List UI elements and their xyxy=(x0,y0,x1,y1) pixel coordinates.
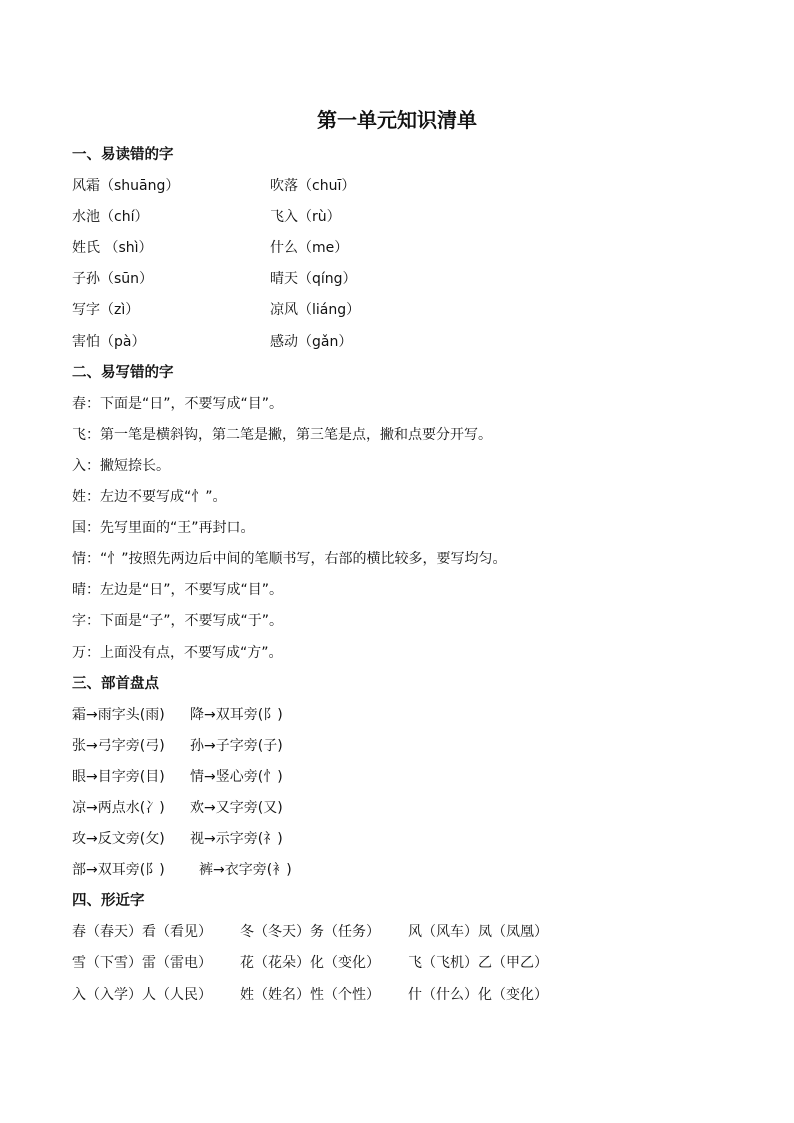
radical-entry: 眼→目字旁(目) xyxy=(72,768,165,785)
radical-entry: 孙→子字旁(子) xyxy=(190,737,283,754)
list-item xyxy=(72,948,752,979)
word-pinyin: 晴天（qíng） xyxy=(270,271,357,288)
list-item xyxy=(72,917,752,948)
similar-char-pair: 入（入学）人（人民） xyxy=(72,986,212,1003)
word-pinyin: 害怕（pà） xyxy=(72,333,146,350)
radical-entry: 裤→衣字旁(衤) xyxy=(199,862,292,879)
list-item xyxy=(72,700,752,731)
list-item xyxy=(72,233,752,264)
list-item: 入：撇短捺长。 xyxy=(72,457,170,474)
similar-char-pair: 雪（下雪）雷（雷电） xyxy=(72,955,212,972)
word-pinyin: 写字（zì） xyxy=(72,302,140,319)
word-pinyin: 感动（gǎn） xyxy=(270,333,353,350)
radical-entry: 凉→两点水(冫) xyxy=(72,799,165,816)
radical-entry: 攻→反文旁(攵) xyxy=(72,831,165,848)
radical-entry: 情→竖心旁(忄) xyxy=(190,768,283,785)
list-item xyxy=(72,762,752,793)
list-item: 晴：左边是“日”，不要写成“目”。 xyxy=(72,582,284,599)
similar-char-pair: 姓（姓名）性（个性） xyxy=(240,986,380,1003)
similar-char-pair: 花（花朵）化（变化） xyxy=(240,955,380,972)
list-item xyxy=(72,793,752,824)
list-item xyxy=(72,855,752,886)
list-item xyxy=(72,327,752,358)
radical-entry: 部→双耳旁(阝) xyxy=(72,862,165,879)
page-title: 第一单元知识清单 xyxy=(317,108,477,132)
radical-entry: 霜→雨字头(雨) xyxy=(72,706,165,723)
document-body xyxy=(72,140,752,1011)
list-item: 情：“忄”按照先两边后中间的笔顺书写，右部的横比较多，要写均匀。 xyxy=(72,551,507,568)
similar-char-pair: 春（春天）看（看见） xyxy=(72,924,212,941)
radical-entry: 欢→又字旁(又) xyxy=(190,799,283,816)
list-item: 国：先写里面的“王”再封口。 xyxy=(72,520,255,537)
similar-char-pair: 冬（冬天）务（任务） xyxy=(240,924,380,941)
word-pinyin: 什么（me） xyxy=(270,240,349,257)
word-pinyin: 风霜（shuāng） xyxy=(72,178,180,195)
section-heading: 三、部首盘点 xyxy=(72,675,159,692)
radical-entry: 视→示字旁(礻) xyxy=(190,831,283,848)
radical-entry: 降→双耳旁(阝) xyxy=(190,706,283,723)
similar-char-pair: 什（什么）化（变化） xyxy=(408,986,548,1003)
similar-char-pair: 飞（飞机）乙（甲乙） xyxy=(408,955,548,972)
list-item xyxy=(72,824,752,855)
list-item: 字：下面是“子”，不要写成“于”。 xyxy=(72,613,284,630)
word-pinyin: 凉风（liáng） xyxy=(270,302,361,319)
word-pinyin: 子孙（sūn） xyxy=(72,271,154,288)
list-item xyxy=(72,202,752,233)
similar-char-pair: 风（风车）凤（凤凰） xyxy=(408,924,548,941)
list-item xyxy=(72,731,752,762)
list-item: 春：下面是“日”，不要写成“目”。 xyxy=(72,395,284,412)
word-pinyin: 水池（chí） xyxy=(72,209,149,226)
list-item: 万：上面没有点，不要写成“方”。 xyxy=(72,644,283,661)
section-heading: 一、易读错的字 xyxy=(72,147,174,163)
word-pinyin: 吹落（chuī） xyxy=(270,178,356,195)
list-item xyxy=(72,171,752,202)
word-pinyin: 飞入（rù） xyxy=(270,209,341,226)
word-pinyin: 姓氏 （shì） xyxy=(72,240,153,257)
section-heading: 二、易写错的字 xyxy=(72,364,174,381)
list-item xyxy=(72,264,752,295)
list-item xyxy=(72,295,752,326)
list-item: 飞：第一笔是横斜钩，第二笔是撇，第三笔是点，撇和点要分开写。 xyxy=(72,426,492,443)
list-item xyxy=(72,980,752,1011)
section-heading: 四、形近字 xyxy=(72,893,145,910)
list-item: 姓：左边不要写成“忄”。 xyxy=(72,489,227,506)
radical-entry: 张→弓字旁(弓) xyxy=(72,737,165,754)
